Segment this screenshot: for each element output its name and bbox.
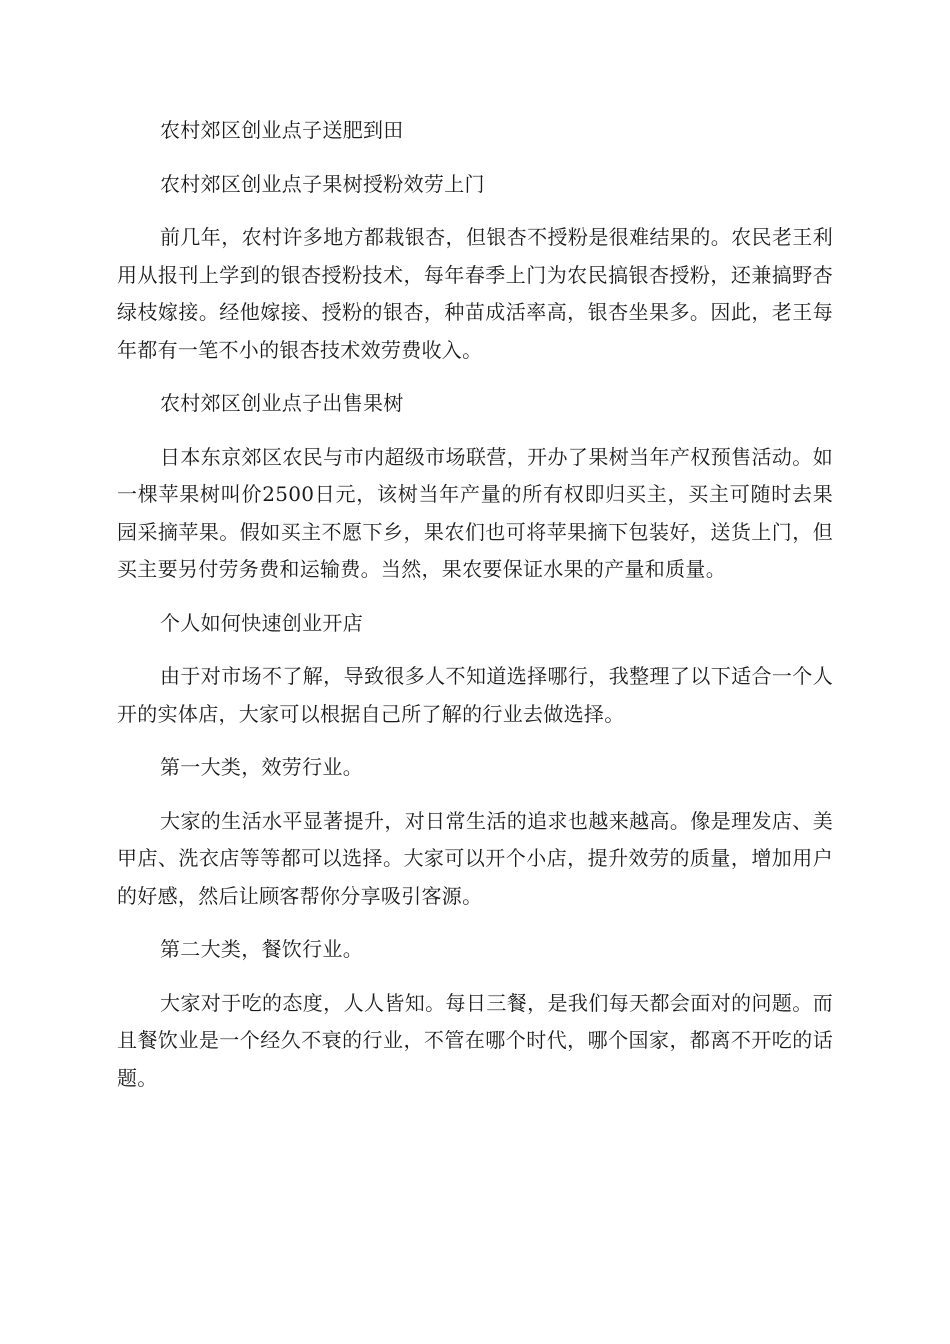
section-heading-open-store: 个人如何快速创业开店 [160,610,363,635]
section-heading-pollination: 农村郊区创业点子果树授粉效劳上门 [160,171,485,196]
paragraph-store-intro: 由于对市场不了解，导致很多人不知道选择哪行，我整理了以下适合一个人开的实体店，大家可以根据自己所了解的行业去做选择。 [117,664,833,726]
section-heading-service: 第一大类，效劳行业。 [160,755,363,779]
section-heading-fruit-trees: 农村郊区创业点子出售果树 [160,391,404,415]
paragraph-ginkgo: 前几年，农村许多地方都栽银杏，但银杏不授粉是很难结果的。农民老王利用从报刊上学到的银杏授粉技术，每年春季上门为农民搞银杏授粉，还兼搞野杏绿枝嫁接。经他嫁接、授粉的银杏，种苗成活率高，银杏坐果多。因此，老王每年都有一笔不小的银杏技术效劳费收入。 [117,225,833,362]
paragraph-catering: 大家对于吃的态度，人人皆知。每日三餐，是我们每天都会面对的问题。而且餐饮业是一个经久不衰的行业，不管在哪个时代，哪个国家，都离不开吃的话题。 [117,990,833,1090]
section-heading-catering: 第二大类，餐饮行业。 [160,937,363,961]
document-page [117,112,833,1113]
paragraph-tokyo-orchard: 日本东京郊区农民与市内超级市场联营，开办了果树当年产权预售活动。如一棵苹果树叫价2500日元，该树当年产量的所有权即归买主，买主可随时去果园采摘苹果。假如买主不愿下乡，果农们也可将苹果摘下包装好，送货上门，但买主要另付劳务费和运输费。当然，果农要保证水果的产量和质量。 [117,444,833,581]
section-heading-fertilizer: 农村郊区创业点子送肥到田 [160,118,404,142]
paragraph-service: 大家的生活水平显著提升，对日常生活的追求也越来越高。像是理发店、美甲店、洗衣店等等都可以选择。大家可以开个小店，提升效劳的质量，增加用户的好感，然后让顾客帮你分享吸引客源。 [117,808,833,908]
